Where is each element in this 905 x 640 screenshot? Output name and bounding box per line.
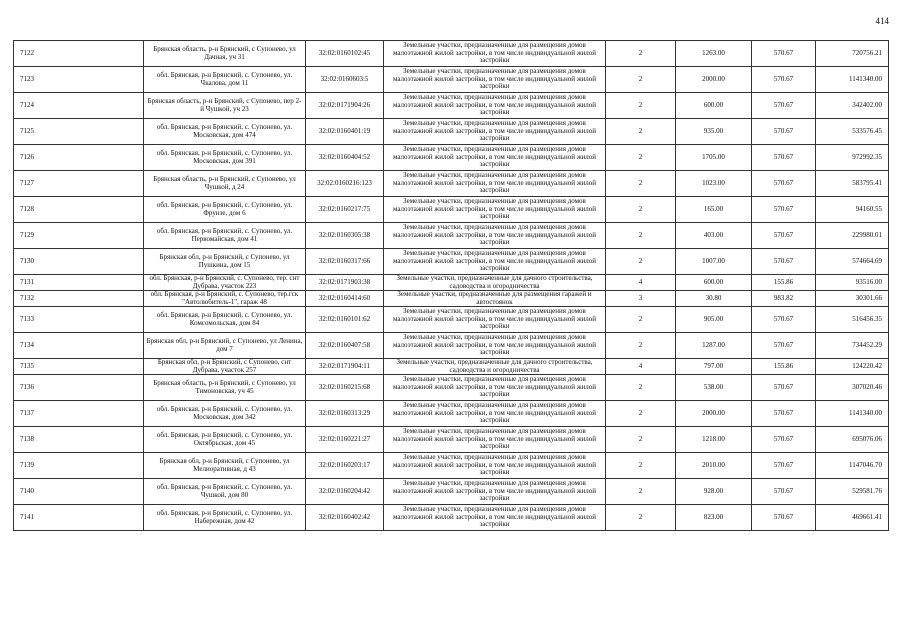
area-cell: 2000.00 <box>676 67 752 93</box>
land-registry-table <box>13 40 889 531</box>
area-cell: 600.00 <box>676 275 752 291</box>
row-number: 7130 <box>14 249 144 275</box>
cadastral-number-cell: 32:02:0160407:58 <box>306 333 384 359</box>
address-cell: Брянская обл, р-н Брянский, с Супонево, ул Пушкина, дом 15 <box>144 249 306 275</box>
group-cell: 2 <box>606 401 676 427</box>
cadastral-number-cell: 32:02:0160215:68 <box>306 375 384 401</box>
row-number: 7126 <box>14 145 144 171</box>
cadastral-value-cell: 307020.46 <box>816 375 889 401</box>
cadastral-number-cell: 32:02:0160203:17 <box>306 453 384 479</box>
table-row <box>14 359 889 375</box>
row-number: 7131 <box>14 275 144 291</box>
rate-cell: 570.67 <box>752 479 816 505</box>
address-cell: обл. Брянская, р-н Брянский, с. Супонево, ул. Московская, дом 474 <box>144 119 306 145</box>
cadastral-value-cell: 533576.45 <box>816 119 889 145</box>
cadastral-number-cell: 32:02:0171903:38 <box>306 275 384 291</box>
group-cell: 2 <box>606 453 676 479</box>
address-cell: обл. Брянская, р-н Брянский, с. Супонево, ул. Чкалова, дом 11 <box>144 67 306 93</box>
row-number: 7139 <box>14 453 144 479</box>
table-row <box>14 119 889 145</box>
address-cell: Брянская область, р-н Брянский, с Супонево, пер 2-й Чушкой, уч 23 <box>144 93 306 119</box>
land-use-cell: Земельные участки, предназначенные для размещения гаражей и автостоянок <box>384 291 606 307</box>
land-use-cell: Земельные участки, предназначенные для размещения домов малоэтажной жилой застройки, в том числе индивидуальной жилой застройки <box>384 93 606 119</box>
cadastral-value-cell: 93516.00 <box>816 275 889 291</box>
land-use-cell: Земельные участки, предназначенные для размещения домов малоэтажной жилой застройки, в том числе индивидуальной жилой застройки <box>384 197 606 223</box>
table-row <box>14 93 889 119</box>
address-cell: обл. Брянская, р-н Брянский, с. Супонево, ул. Комсомольская, дом 84 <box>144 307 306 333</box>
group-cell: 2 <box>606 119 676 145</box>
cadastral-number-cell: 32:02:0160414:60 <box>306 291 384 307</box>
table-row <box>14 67 889 93</box>
table-row <box>14 307 889 333</box>
cadastral-value-cell: 94160.55 <box>816 197 889 223</box>
table-row <box>14 197 889 223</box>
row-number: 7128 <box>14 197 144 223</box>
rate-cell: 570.67 <box>752 197 816 223</box>
area-cell: 2010.00 <box>676 453 752 479</box>
land-use-cell: Земельные участки, предназначенные для размещения домов малоэтажной жилой застройки, в том числе индивидуальной жилой застройки <box>384 479 606 505</box>
table-row <box>14 291 889 307</box>
cadastral-number-cell: 32:02:0160102:45 <box>306 41 384 67</box>
land-use-cell: Земельные участки, предназначенные для размещения домов малоэтажной жилой застройки, в том числе индивидуальной жилой застройки <box>384 145 606 171</box>
cadastral-value-cell: 516456.35 <box>816 307 889 333</box>
cadastral-value-cell: 124220.42 <box>816 359 889 375</box>
rate-cell: 570.67 <box>752 427 816 453</box>
row-number: 7133 <box>14 307 144 333</box>
rate-cell: 570.67 <box>752 505 816 531</box>
row-number: 7134 <box>14 333 144 359</box>
area-cell: 538.00 <box>676 375 752 401</box>
rate-cell: 570.67 <box>752 375 816 401</box>
group-cell: 2 <box>606 307 676 333</box>
rate-cell: 983.82 <box>752 291 816 307</box>
land-use-cell: Земельные участки, предназначенные для размещения домов малоэтажной жилой застройки, в том числе индивидуальной жилой застройки <box>384 119 606 145</box>
table-row <box>14 223 889 249</box>
address-cell: обл. Брянская, р-н Брянский, с. Супонево, тер. снт Дубрава, участок 223 <box>144 275 306 291</box>
rate-cell: 155.86 <box>752 275 816 291</box>
group-cell: 2 <box>606 93 676 119</box>
row-number: 7140 <box>14 479 144 505</box>
land-use-cell: Земельные участки, предназначенные для размещения домов малоэтажной жилой застройки, в том числе индивидуальной жилой застройки <box>384 307 606 333</box>
cadastral-value-cell: 30301.66 <box>816 291 889 307</box>
group-cell: 3 <box>606 291 676 307</box>
address-cell: обл. Брянская, р-н Брянский, с. Супонево, ул. Чушкой, дом 80 <box>144 479 306 505</box>
area-cell: 1023.00 <box>676 171 752 197</box>
table-row <box>14 427 889 453</box>
address-cell: обл. Брянская, р-н Брянский, с. Супонево, ул. Московская, дом 391 <box>144 145 306 171</box>
group-cell: 2 <box>606 223 676 249</box>
table-row <box>14 333 889 359</box>
cadastral-value-cell: 1141340.00 <box>816 67 889 93</box>
row-number: 7138 <box>14 427 144 453</box>
group-cell: 2 <box>606 427 676 453</box>
row-number: 7135 <box>14 359 144 375</box>
group-cell: 4 <box>606 275 676 291</box>
group-cell: 2 <box>606 145 676 171</box>
cadastral-number-cell: 32:02:0160317:66 <box>306 249 384 275</box>
area-cell: 165.00 <box>676 197 752 223</box>
group-cell: 2 <box>606 333 676 359</box>
area-cell: 403.00 <box>676 223 752 249</box>
group-cell: 4 <box>606 359 676 375</box>
area-cell: 1705.00 <box>676 145 752 171</box>
address-cell: Брянская обл, р-н Брянский, с Супонево, ул Ленина, дом 7 <box>144 333 306 359</box>
cadastral-number-cell: 32:02:0160603:5 <box>306 67 384 93</box>
address-cell: Брянская область, р-н Брянский, с Супонево, ул Дачная, уч 31 <box>144 41 306 67</box>
table-row <box>14 479 889 505</box>
row-number: 7127 <box>14 171 144 197</box>
table-row <box>14 145 889 171</box>
table-row <box>14 375 889 401</box>
row-number: 7137 <box>14 401 144 427</box>
cadastral-value-cell: 1141340.00 <box>816 401 889 427</box>
land-use-cell: Земельные участки, предназначенные для дачного строительства, садоводства и огородничества <box>384 275 606 291</box>
area-cell: 905.00 <box>676 307 752 333</box>
group-cell: 2 <box>606 479 676 505</box>
group-cell: 2 <box>606 505 676 531</box>
cadastral-value-cell: 529581.76 <box>816 479 889 505</box>
address-cell: обл. Брянская, р-н Брянский, с. Супонево, ул. Первомайская, дом 41 <box>144 223 306 249</box>
cadastral-value-cell: 695076.06 <box>816 427 889 453</box>
land-use-cell: Земельные участки, предназначенные для размещения домов малоэтажной жилой застройки, в том числе индивидуальной жилой застройки <box>384 223 606 249</box>
rate-cell: 570.67 <box>752 171 816 197</box>
area-cell: 1007.00 <box>676 249 752 275</box>
cadastral-number-cell: 32:02:0160404:52 <box>306 145 384 171</box>
table-body <box>14 41 889 531</box>
row-number: 7122 <box>14 41 144 67</box>
table-row <box>14 401 889 427</box>
area-cell: 600.00 <box>676 93 752 119</box>
land-use-cell: Земельные участки, предназначенные для дачного строительства, садоводства и огородничества <box>384 359 606 375</box>
row-number: 7136 <box>14 375 144 401</box>
cadastral-value-cell: 574664.69 <box>816 249 889 275</box>
rate-cell: 155.86 <box>752 359 816 375</box>
land-use-cell: Земельные участки, предназначенные для размещения домов малоэтажной жилой застройки, в том числе индивидуальной жилой застройки <box>384 41 606 67</box>
page-number: 414 <box>875 16 889 26</box>
land-use-cell: Земельные участки, предназначенные для размещения домов малоэтажной жилой застройки, в том числе индивидуальной жилой застройки <box>384 453 606 479</box>
rate-cell: 570.67 <box>752 93 816 119</box>
land-use-cell: Земельные участки, предназначенные для размещения домов малоэтажной жилой застройки, в том числе индивидуальной жилой застройки <box>384 249 606 275</box>
rate-cell: 570.67 <box>752 333 816 359</box>
rate-cell: 570.67 <box>752 119 816 145</box>
address-cell: обл. Брянская, р-н Брянский, с. Супонево, тер.гск "Автолюбитель-1", гараж 48 <box>144 291 306 307</box>
rate-cell: 570.67 <box>752 453 816 479</box>
rate-cell: 570.67 <box>752 401 816 427</box>
cadastral-value-cell: 972992.35 <box>816 145 889 171</box>
cadastral-value-cell: 469661.41 <box>816 505 889 531</box>
row-number: 7141 <box>14 505 144 531</box>
cadastral-number-cell: 32:02:0171904:11 <box>306 359 384 375</box>
land-use-cell: Земельные участки, предназначенные для размещения домов малоэтажной жилой застройки, в том числе индивидуальной жилой застройки <box>384 333 606 359</box>
land-use-cell: Земельные участки, предназначенные для размещения домов малоэтажной жилой застройки, в том числе индивидуальной жилой застройки <box>384 67 606 93</box>
address-cell: Брянская область, р-н Брянский, с Супонево, ул Тимоновская, уч 45 <box>144 375 306 401</box>
land-use-cell: Земельные участки, предназначенные для размещения домов малоэтажной жилой застройки, в том числе индивидуальной жилой застройки <box>384 375 606 401</box>
table-row <box>14 505 889 531</box>
area-cell: 1218.00 <box>676 427 752 453</box>
cadastral-number-cell: 32:02:0160221:27 <box>306 427 384 453</box>
address-cell: Брянская обл, р-н Брянский, с Супонево, снт Дубрава, участок 257 <box>144 359 306 375</box>
rate-cell: 570.67 <box>752 223 816 249</box>
rate-cell: 570.67 <box>752 67 816 93</box>
cadastral-value-cell: 720756.21 <box>816 41 889 67</box>
rate-cell: 570.67 <box>752 307 816 333</box>
cadastral-number-cell: 32:02:0171904:26 <box>306 93 384 119</box>
area-cell: 30.80 <box>676 291 752 307</box>
land-use-cell: Земельные участки, предназначенные для размещения домов малоэтажной жилой застройки, в том числе индивидуальной жилой застройки <box>384 427 606 453</box>
table-row <box>14 41 889 67</box>
row-number: 7129 <box>14 223 144 249</box>
group-cell: 2 <box>606 67 676 93</box>
row-number: 7132 <box>14 291 144 307</box>
address-cell: обл. Брянская, р-н Брянский, с. Супонево, ул. Московская, дом 342 <box>144 401 306 427</box>
cadastral-value-cell: 342402.00 <box>816 93 889 119</box>
table-row <box>14 249 889 275</box>
area-cell: 2000.00 <box>676 401 752 427</box>
area-cell: 1263.00 <box>676 41 752 67</box>
cadastral-number-cell: 32:02:0160101:62 <box>306 307 384 333</box>
cadastral-value-cell: 583795.41 <box>816 171 889 197</box>
cadastral-number-cell: 32:02:0160204:42 <box>306 479 384 505</box>
land-use-cell: Земельные участки, предназначенные для размещения домов малоэтажной жилой застройки, в том числе индивидуальной жилой застройки <box>384 171 606 197</box>
land-use-cell: Земельные участки, предназначенные для размещения домов малоэтажной жилой застройки, в том числе индивидуальной жилой застройки <box>384 401 606 427</box>
row-number: 7123 <box>14 67 144 93</box>
land-use-cell: Земельные участки, предназначенные для размещения домов малоэтажной жилой застройки, в том числе индивидуальной жилой застройки <box>384 505 606 531</box>
cadastral-value-cell: 229980.01 <box>816 223 889 249</box>
area-cell: 797.00 <box>676 359 752 375</box>
cadastral-value-cell: 734452.29 <box>816 333 889 359</box>
row-number: 7124 <box>14 93 144 119</box>
address-cell: обл. Брянская, р-н Брянский, с. Супонево, ул. Набережная, дом 42 <box>144 505 306 531</box>
rate-cell: 570.67 <box>752 145 816 171</box>
rate-cell: 570.67 <box>752 41 816 67</box>
cadastral-number-cell: 32:02:0160402:42 <box>306 505 384 531</box>
address-cell: обл. Брянская, р-н Брянский, с. Супонево, ул. Октябрьская, дом 45 <box>144 427 306 453</box>
address-cell: обл. Брянская, р-н Брянский, с. Супонево, ул. Фрунзе, дом 6 <box>144 197 306 223</box>
group-cell: 2 <box>606 41 676 67</box>
table-row <box>14 171 889 197</box>
group-cell: 2 <box>606 197 676 223</box>
area-cell: 935.00 <box>676 119 752 145</box>
rate-cell: 570.67 <box>752 249 816 275</box>
cadastral-number-cell: 32:02:0160313:29 <box>306 401 384 427</box>
group-cell: 2 <box>606 171 676 197</box>
area-cell: 1287.00 <box>676 333 752 359</box>
address-cell: Брянская область, р-н Брянский, с Супонево, ул Чушкой, д 24 <box>144 171 306 197</box>
cadastral-number-cell: 32:02:0160217:75 <box>306 197 384 223</box>
address-cell: Брянская обл, р-н Брянский, с Супонево, ул Мелиоративная, д 43 <box>144 453 306 479</box>
table-row <box>14 275 889 291</box>
group-cell: 2 <box>606 249 676 275</box>
group-cell: 2 <box>606 375 676 401</box>
table-row <box>14 453 889 479</box>
cadastral-number-cell: 32:02:0160216:123 <box>306 171 384 197</box>
cadastral-number-cell: 32:02:0160305:38 <box>306 223 384 249</box>
row-number: 7125 <box>14 119 144 145</box>
cadastral-value-cell: 1147046.70 <box>816 453 889 479</box>
cadastral-number-cell: 32:02:0160401:19 <box>306 119 384 145</box>
area-cell: 823.00 <box>676 505 752 531</box>
area-cell: 928.00 <box>676 479 752 505</box>
